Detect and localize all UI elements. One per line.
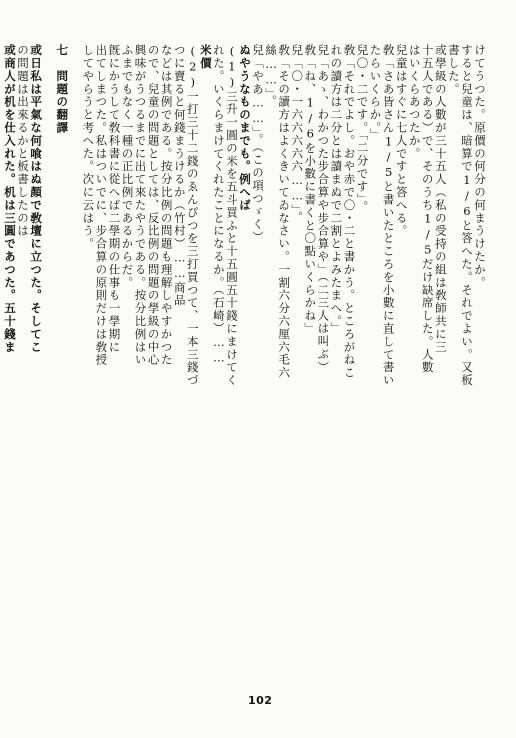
text-column: などは其例である。按分比例の問題も理解しやすかつた xyxy=(159,44,174,367)
text-column: 絲……」。 xyxy=(264,44,279,108)
text-column: つに賣ると何錢まうけるか（竹村）……商品 xyxy=(172,44,187,307)
text-column: 兒「やあ……」。（この項つゞく） xyxy=(251,44,266,244)
text-column: はいくらあつたか。 xyxy=(407,44,422,161)
text-column: ぬやうなものまでも。例へば xyxy=(238,44,252,212)
text-column: 敎「それでよし。おや赤で〇・二と書かう。ところがねこ xyxy=(342,44,357,380)
text-column: 或日私は平氣な何喰はぬ顏で敎壇に立つた。そしてこ xyxy=(29,44,44,354)
text-column: たらいくらか。」 xyxy=(368,44,383,142)
text-column: 或學級の人數が三十五人（私の受持の組は敎師共に三 xyxy=(433,44,448,354)
text-column: すると兒童は、暗算で1/6と答へた。それでよい。又板 xyxy=(459,44,474,387)
text-column: 兒〇・二です。「二分です」。 xyxy=(355,44,370,214)
text-column: 兒「あゝ、わかつた步合算や步合算や」（二三人は叫ぶ） xyxy=(316,44,331,374)
text-column: 或商人が机を仕入れた。机は三圓であつた。五十錢ま xyxy=(3,44,17,354)
text-column: 旣にかうして敎科書に從へば二學期の仕事も一學期に xyxy=(107,44,122,354)
page-number: 102 xyxy=(248,694,273,707)
text-column: 兒「〇・一六六六六六……」。 xyxy=(290,44,305,224)
text-column: 書した。 xyxy=(446,44,461,96)
text-column: 兒童はすぐに七人ですと答へる。 xyxy=(394,44,409,238)
text-column: れた。いくらまけてくれたことになるか。（石崎）…… xyxy=(211,44,226,366)
text-column: 出てしまつた。私はついでに、步合算の原則だけは敎授 xyxy=(94,44,109,367)
text-column: 敎「さあ皆さん1/5と書いたところを小數に直して書い xyxy=(381,44,396,387)
text-column: 米價 xyxy=(198,44,213,70)
text-column: (1)三升一圓の米を五斗買ふと十五圓五十錢にまけてく xyxy=(224,44,239,387)
text-column: ふまでもなく一種の正比例であるからだ。 xyxy=(120,44,135,290)
text-column: れの讀方は二分とは讀まぬで二割とよみたまへ。」 xyxy=(329,44,344,335)
text-column: の問題は出來るかと板書したのは xyxy=(16,44,31,238)
text-column: 敎「ね、1/6を小數に書くと〇點いくらかね」 xyxy=(303,44,318,336)
text-column: 十五人である）で、そのうち1/5だけ缺席した。人數 xyxy=(420,44,435,374)
text-column: ので、兒童の問題としては、反比例の問題の學級の中心 xyxy=(146,44,161,367)
text-column: (2)一打三十二錢のゑんぴつを三打買つて、一本三錢づ xyxy=(185,44,200,387)
text-column: 七 問題の翻譯 xyxy=(55,44,70,135)
text-column: 興味がうつるまでに出て來たやうである。按分比例はい xyxy=(133,44,148,367)
text-column: 敎「その讀方はよくきいてゐなさい。一割六分六厘六毛六 xyxy=(277,44,292,380)
text-column: してやらうと考へた。次に云はう。 xyxy=(81,44,96,251)
text-column: けてうつた。原價の何分の何まうけたか。 xyxy=(473,44,487,290)
